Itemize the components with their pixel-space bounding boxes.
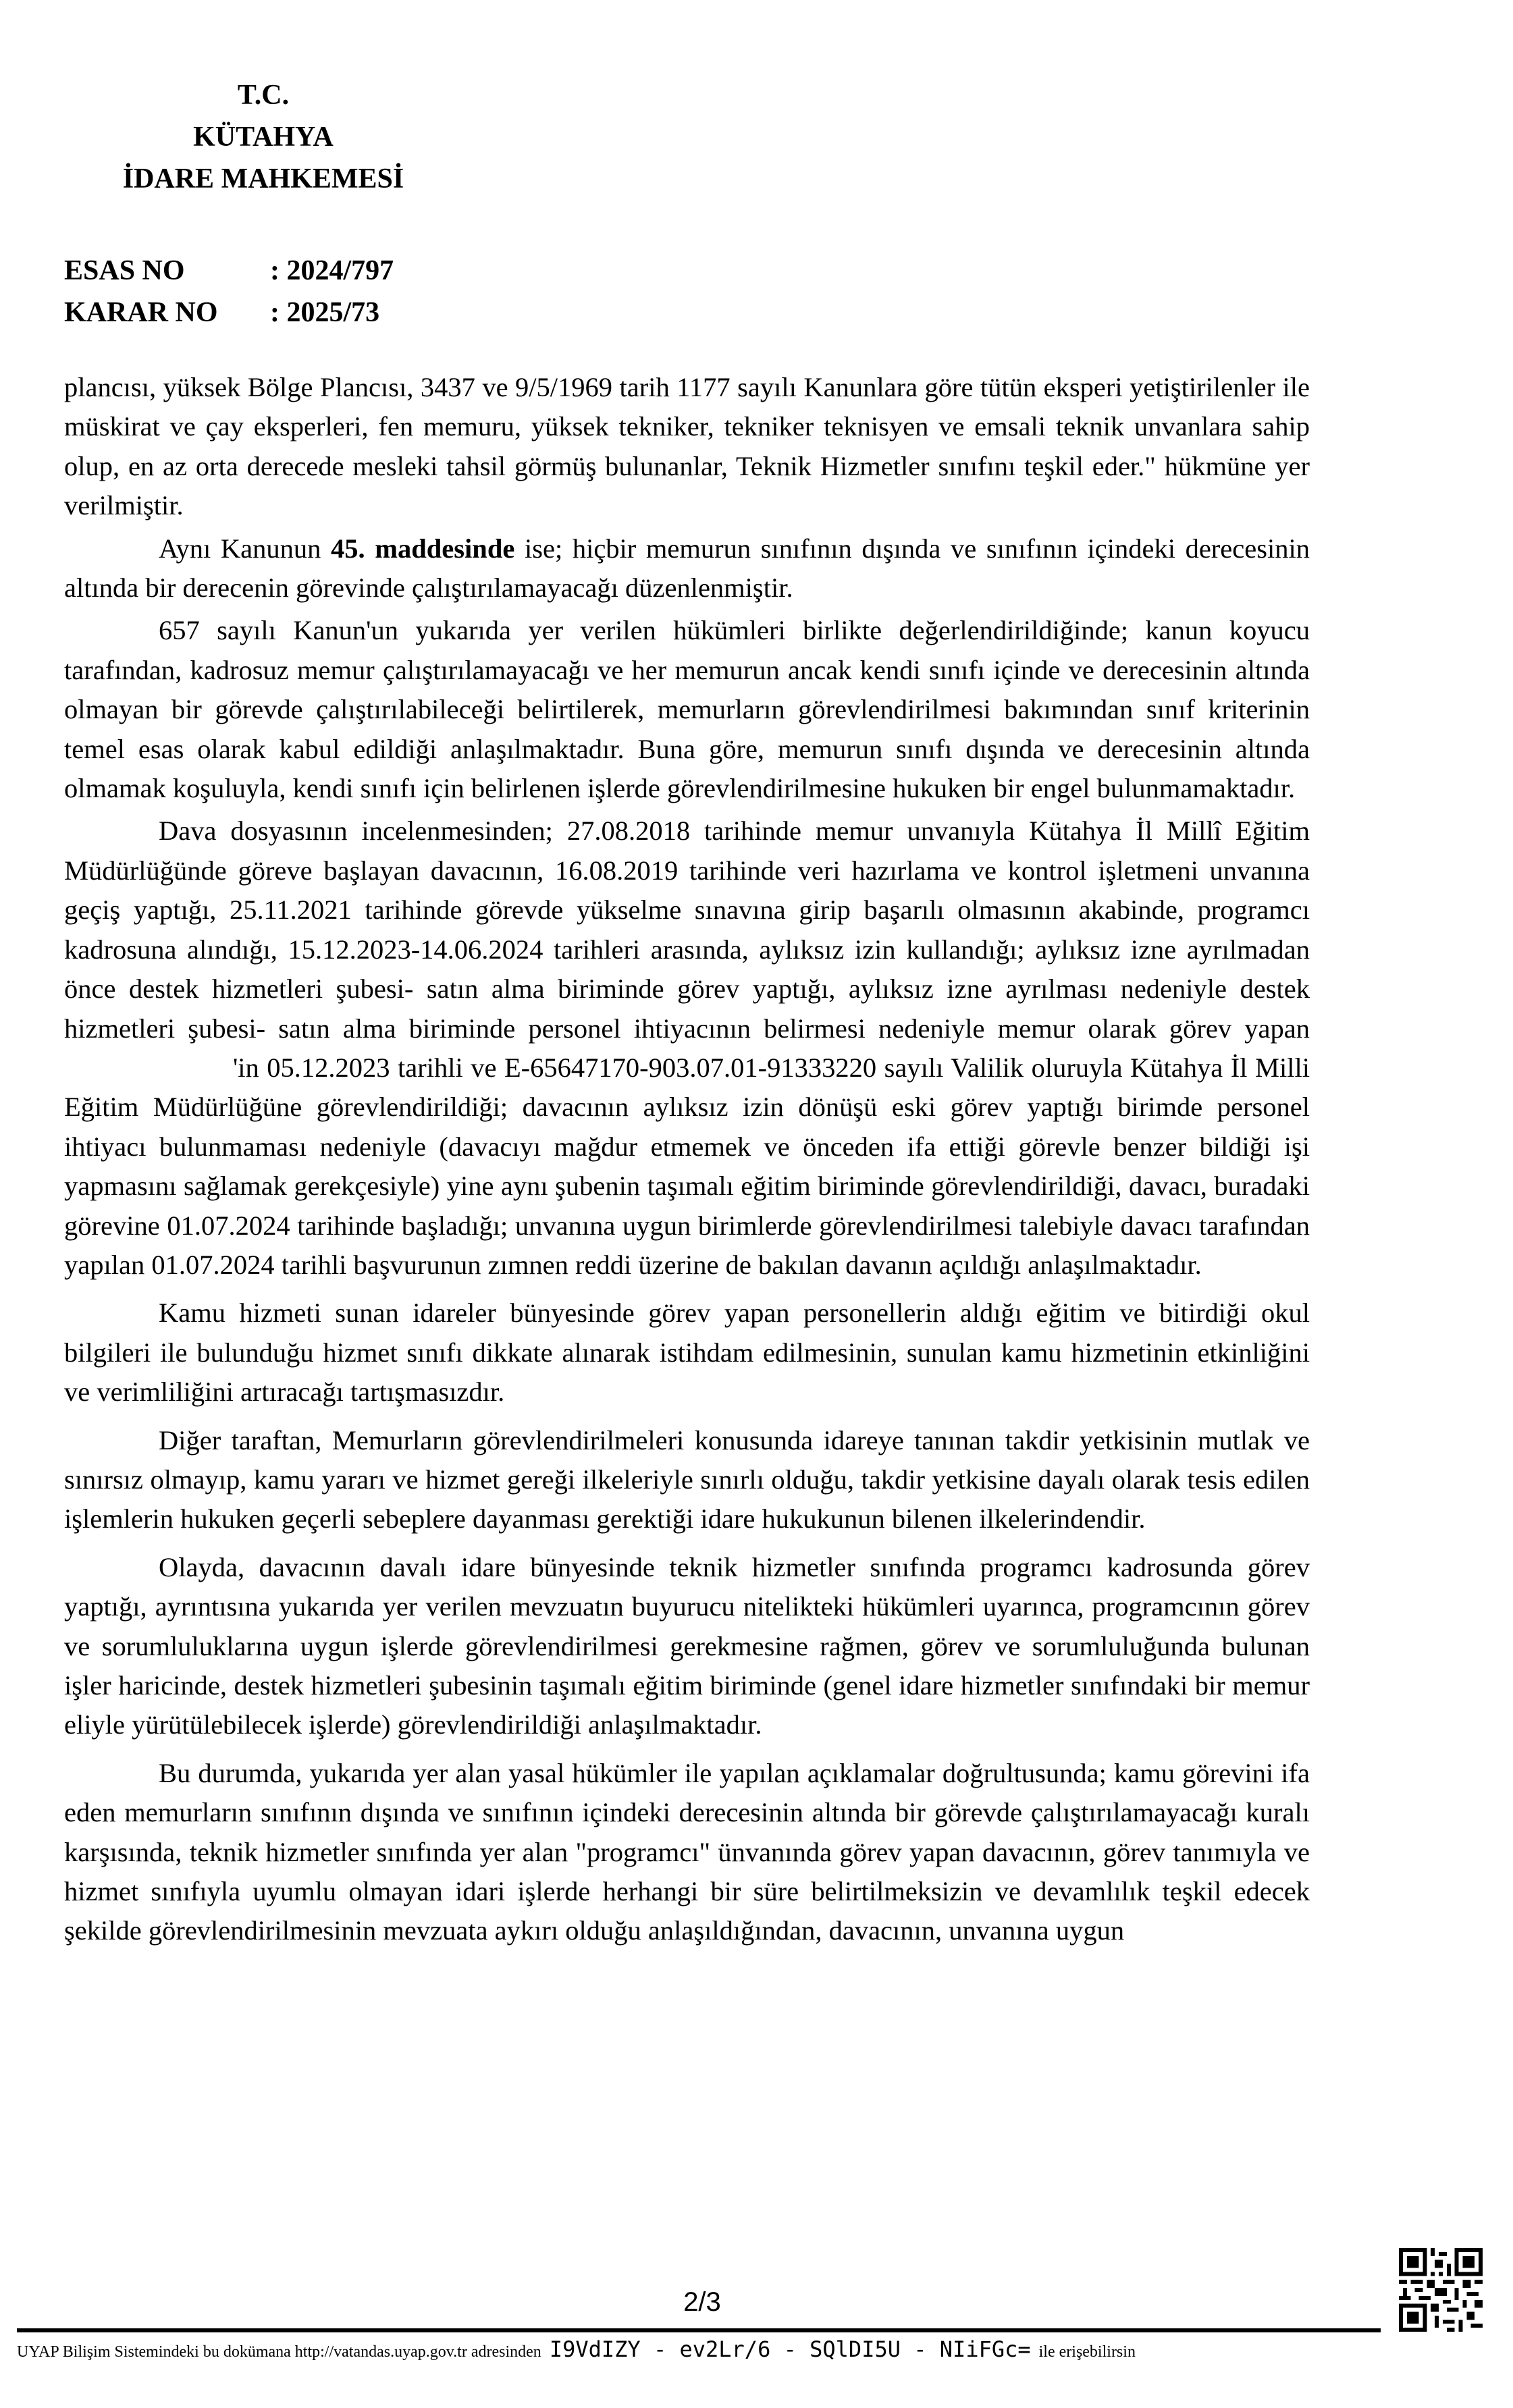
paragraph-6: Diğer taraftan, Memurların görevlendirilmeleri konusunda idareye tanınan takdir yetkisinin mutlak ve sınırsız olmayıp, kamu yararı ve hizmet gereği ilkeleriyle sınırlı olduğu, takdir yetkisine dayalı olarak tesis edilen işlemlerin hukuken geçerli sebeplere dayanması gerektiği idare hukukunun bilenen ilkelerindendir. <box>64 1424 1310 1534</box>
court-header <box>95 74 432 200</box>
page-number: 2/3 <box>683 2287 721 2317</box>
city-label: KÜTAHYA <box>193 122 334 153</box>
article-reference: 45. maddesinde <box>331 533 515 564</box>
karar-row <box>64 292 394 333</box>
paragraph-4-rest: 'in 05.12.2023 tarihli ve E-65647170-903.07.01-91333220 sayılı Valilik oluruyla Kütahya İl Milli Eğitim Müdürlüğüne görevlendirildiği; davacının aylıksız izin dönüşü eski görev yaptığı birimde personel ihtiyacı bulunmaması nedeniyle (davacıyı mağdur etmemek ve önceden ifa ettiği görevle benzer bildiği işi yapmasını sağlamak gerekçesiyle) yine aynı şubenin taşımalı eğitim biriminde görevlendirildiği, davacı, buradaki görevine 01.07.2024 tarihinde başladığı; unvanına uygun birimlerde görevlendirilmesi talebiyle davacı tarafından yapılan 01.07.2024 tarihli başvurunun zımnen reddi üzerine de bakılan davanın açıldığı anlaşılmaktadır. <box>64 1052 1310 1280</box>
esas-value: : 2024/797 <box>270 255 394 286</box>
paragraph-7: Olayda, davacının davalı idare bünyesinde teknik hizmetler sınıfında programcı kadrosunda görev yaptığı, ayrıntısına yukarıda yer verilen mevzuatın buyurucu nitelikteki hükümleri uyarınca, programcının görev ve sorumluluklarına uygun işlerde görevlendirilmesi gerekmesine rağmen, görev ve sorumluluğunda bulunan işler haricinde, destek hizmetleri şubesinin taşımalı eğitim biriminde (genel idare hizmetler sınıfındaki bir memur eliyle yürütülebilecek işlerde) görevlendirildiği anlaşılmaktadır. <box>64 1551 1310 1740</box>
verification-code: I9VdIZY - ev2Lr/6 - SQlDI5U - NIiFGc= <box>549 2336 1031 2362</box>
qr-code-icon <box>1399 2248 1483 2332</box>
verification-footer <box>17 2336 1387 2365</box>
footer-suffix: ile erişebilirsin <box>1038 2343 1136 2361</box>
esas-row <box>64 250 394 292</box>
paragraph-5: Kamu hizmeti sunan idareler bünyesinde görev yapan personellerin aldığı eğitim ve bitirdiği okul bilgileri ile bulunduğu hizmet sınıfı dikkate alınarak istihdam edilmesinin, sunulan kamu hizmetinin etkinliğini ve verimliliğini artıracağı tartışmasızdır. <box>64 1297 1310 1408</box>
decision-body <box>64 368 1310 1954</box>
case-numbers <box>64 250 394 333</box>
paragraph-2-rest: ise; hiçbir memurun sınıfının dışında ve sınıfının içindeki derecesinin altında bir derecenin görevinde çalıştırılamayacağı düzenlenmiştir. <box>64 533 1310 604</box>
court-name: İDARE MAHKEMESİ <box>122 163 404 194</box>
karar-label: KARAR NO <box>64 297 218 328</box>
paragraph-8: Bu durumda, yukarıda yer alan yasal hükümler ile yapılan açıklamalar doğrultusunda; kamu görevini ifa eden memurların sınıfının dışında ve sınıfının içindeki derecesinin altında bir görevde çalıştırılamayacağı kuralı karşısında, teknik hizmetler sınıfında yer alan "programcı" ünvanında görev yapan davacının, görev tanımıyla ve hizmet sınıfıyla uyumlu olmayan idari işlerde herhangi bir süre belirtilmeksizin ve devamlılık teşkil edecek şekilde görevlendirilmesinin mevzuata aykırı olduğu anlaşıldığından, davacının, unvanına uygun <box>64 1757 1310 1946</box>
footer-text: UYAP Bilişim Sistemindeki bu dokümana http://vatandas.uyap.gov.tr adresinden <box>17 2343 541 2361</box>
esas-label: ESAS NO <box>64 255 185 286</box>
paragraph-3: 657 sayılı Kanun'un yukarıda yer verilen hükümleri birlikte değerlendirildiğinde; kanun koyucu tarafından, kadrosuz memur çalıştırılamayacağı ve her memurun ancak kendi sınıfı içinde ve derecesinin altında olmayan bir görevde çalıştırılabileceği belirtilerek, memurların görevlendirilmesi bakımından sınıf kriterinin temel esas olarak kabul edildiği anlaşılmaktadır. Buna göre, memurun sınıfı dışında ve derecesinin altında olmamak koşuluyla, kendi sınıfı için belirlenen işlerde görevlendirilmesine hukuken bir engel bulunmamaktadır. <box>64 615 1310 804</box>
paragraph-4 <box>64 811 1310 1285</box>
footer-divider <box>17 2328 1381 2332</box>
karar-value: : 2025/73 <box>270 297 380 328</box>
paragraph-4-text: Dava dosyasının incelenmesinden; 27.08.2018 tarihinde memur unvanıyla Kütahya İl Millî Eğitim Müdürlüğünde göreve başlayan davacının, 16.08.2019 tarihinde veri hazırlama ve kontrol işletmeni unvanına geçiş yaptığı, 25.11.2021 tarihinde görevde yükselme sınavına girip başarılı olmasının akabinde, programcı kadrosuna alındığı, 15.12.2023-14.06.2024 tarihleri arasında, aylıksız izin kullandığı; aylıksız izne ayrılmadan önce destek hizmetleri şubesi- satın alma biriminde görev yaptığı, aylıksız izne ayrılması nedeniyle destek hizmetleri şubesi- satın alma biriminde personel ihtiyacının belirmesi nedeniyle memur olarak görev yapan <box>64 815 1310 1044</box>
country-label: T.C. <box>237 80 290 111</box>
paragraph-2 <box>64 529 1310 608</box>
paragraph-1: plancısı, yüksek Bölge Plancısı, 3437 ve 9/5/1969 tarih 1177 sayılı Kanunlara göre tütün eksperi yetiştirilenler ile müskirat ve çay eksperleri, fen memuru, yüksek tekniker, tekniker teknisyen ve emsali teknik unvanlara sahip olup, en az orta derecede mesleki tahsil görmüş bulunanlar, Teknik Hizmetler sınıfını teşkil eder." hükmüne yer verilmiştir. <box>64 372 1310 521</box>
paragraph-2-text: Aynı Kanunun <box>159 533 331 564</box>
